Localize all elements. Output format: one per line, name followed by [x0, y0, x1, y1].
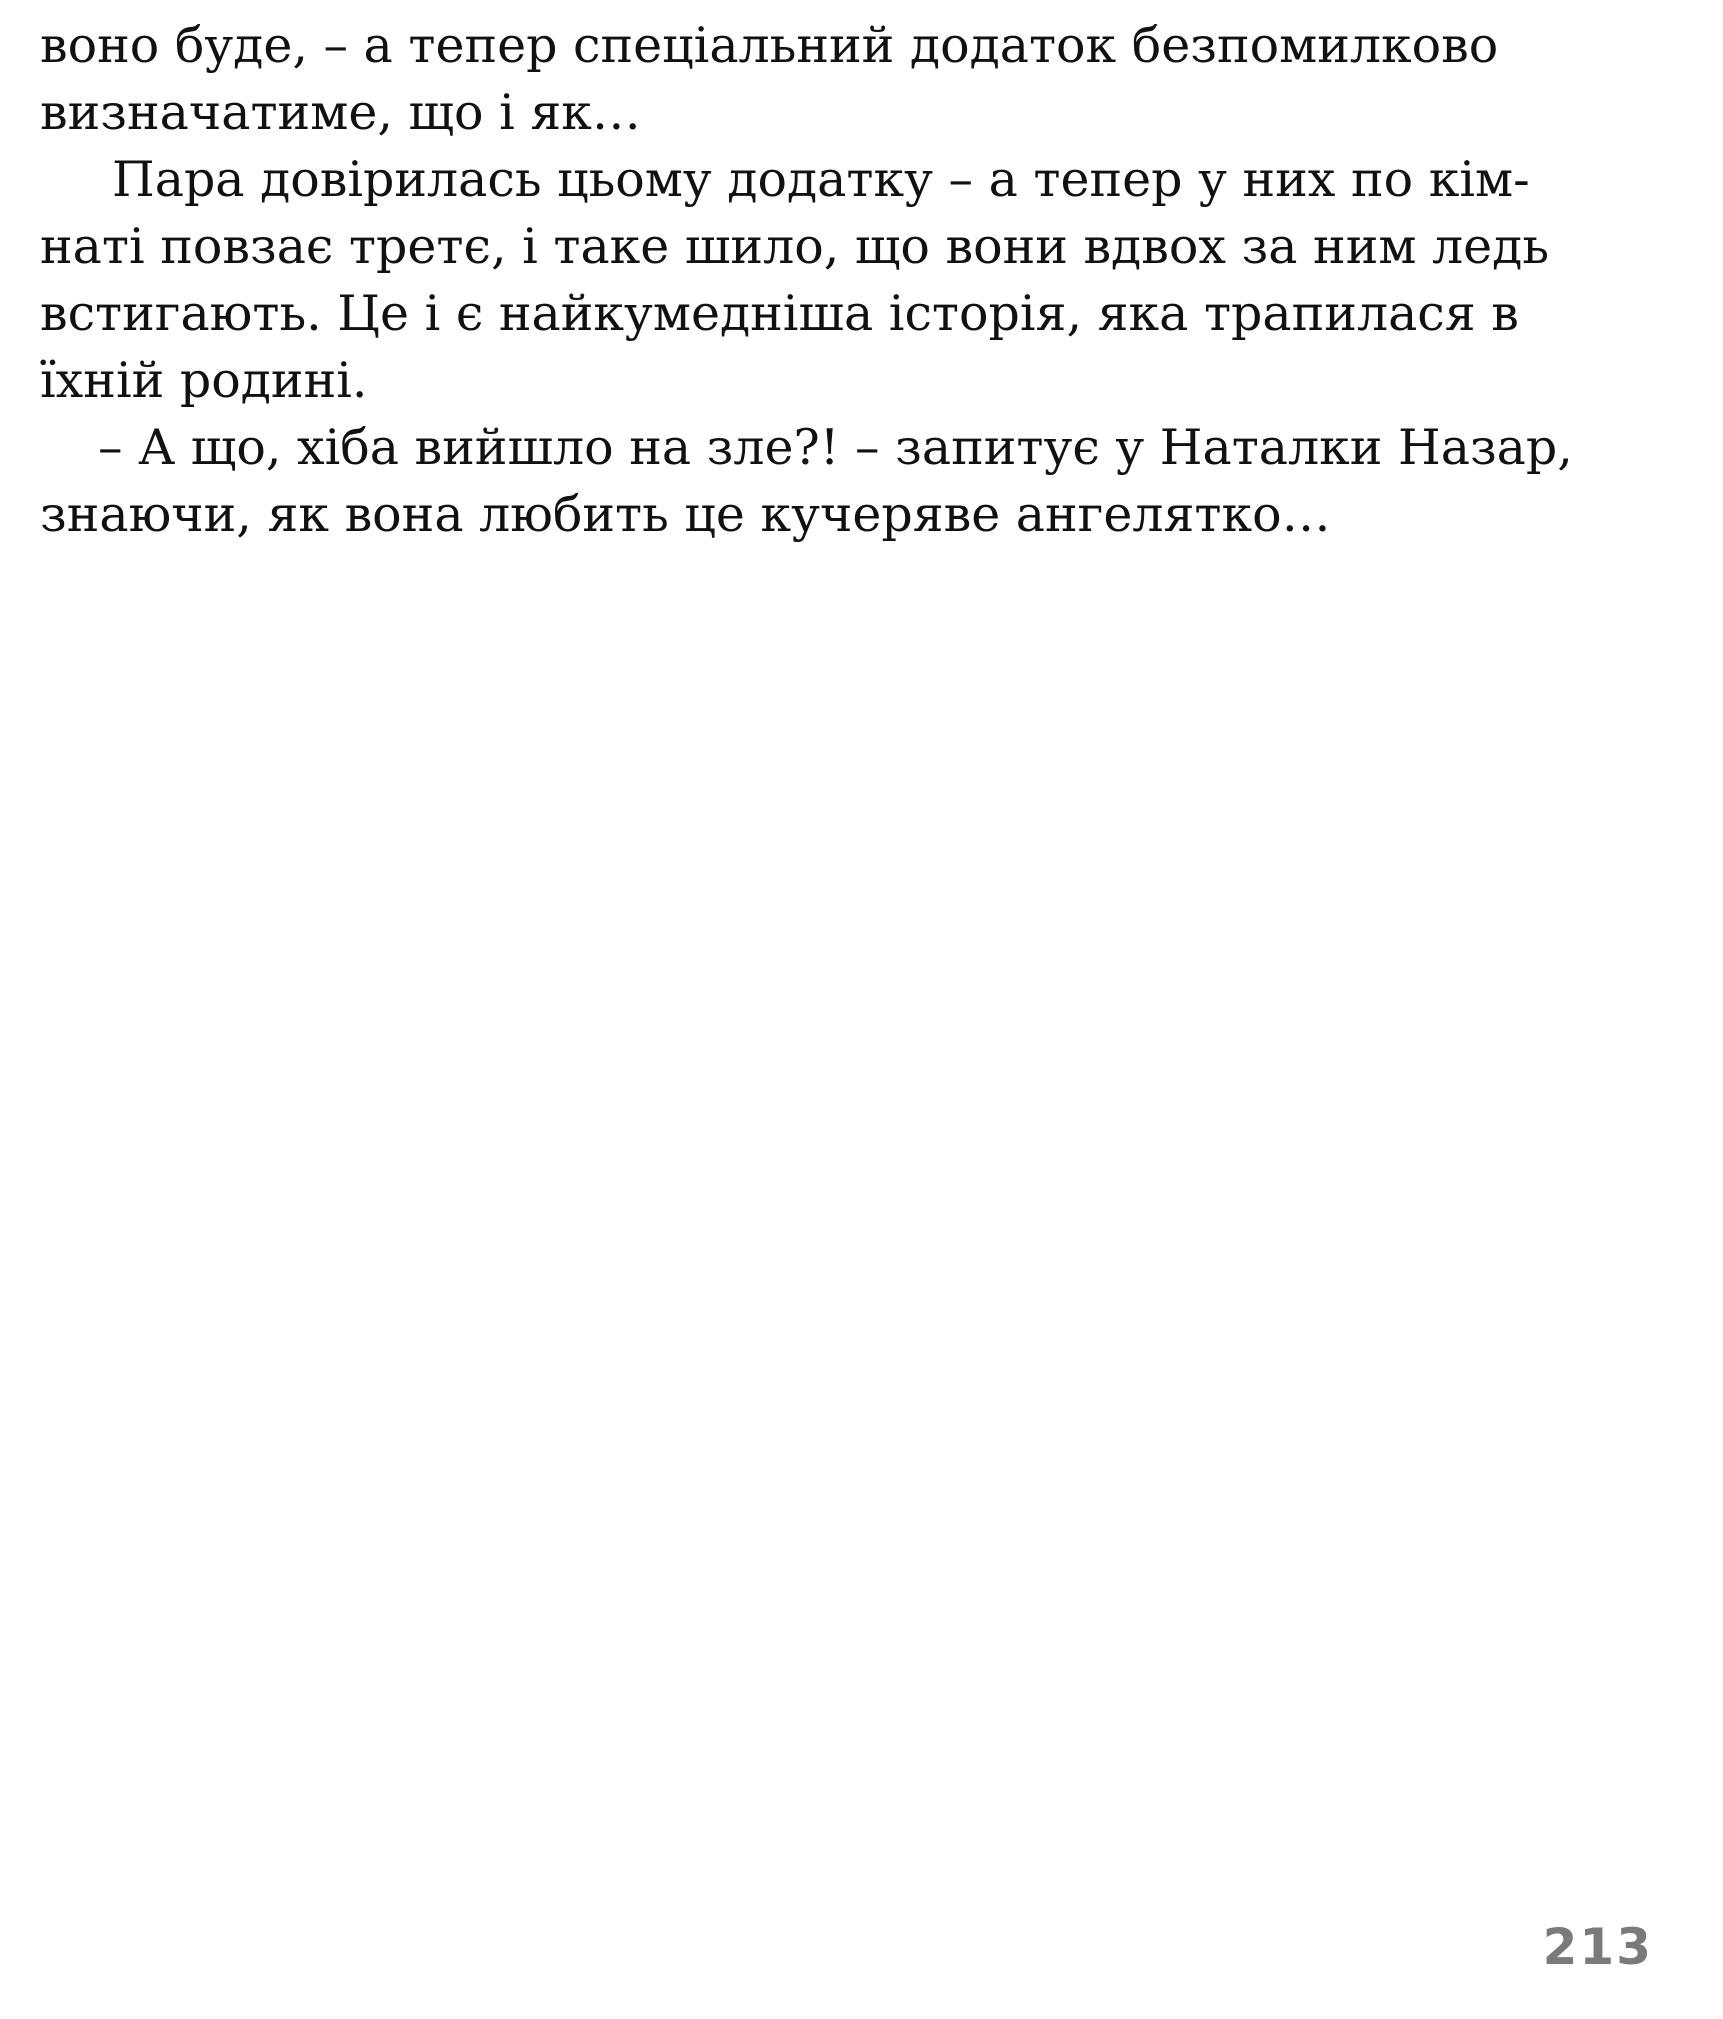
text-line: – А що, хіба вийшло на зле?! – запитує у Наталки Назар,: [98, 419, 1573, 476]
text-line: їхній родині.: [40, 352, 368, 409]
text-line: визначатиме, що і як…: [40, 84, 641, 141]
text-line: наті повзає третє, і таке шило, що вони вдвох за ним ледь: [40, 218, 1550, 275]
text-line: Пара довірилась цьому додатку – а тепер у них по кім-: [112, 151, 1530, 208]
text-line: знаючи, як вона любить це кучеряве ангелятко…: [40, 486, 1331, 543]
body-text: [40, 12, 1690, 548]
text-line: воно буде, – а тепер спеціальний додаток безпомилково: [40, 17, 1499, 74]
page-number: 213: [1542, 1918, 1653, 1976]
text-line: встигають. Це і є найкумедніша історія, яка трапилася в: [40, 285, 1519, 342]
